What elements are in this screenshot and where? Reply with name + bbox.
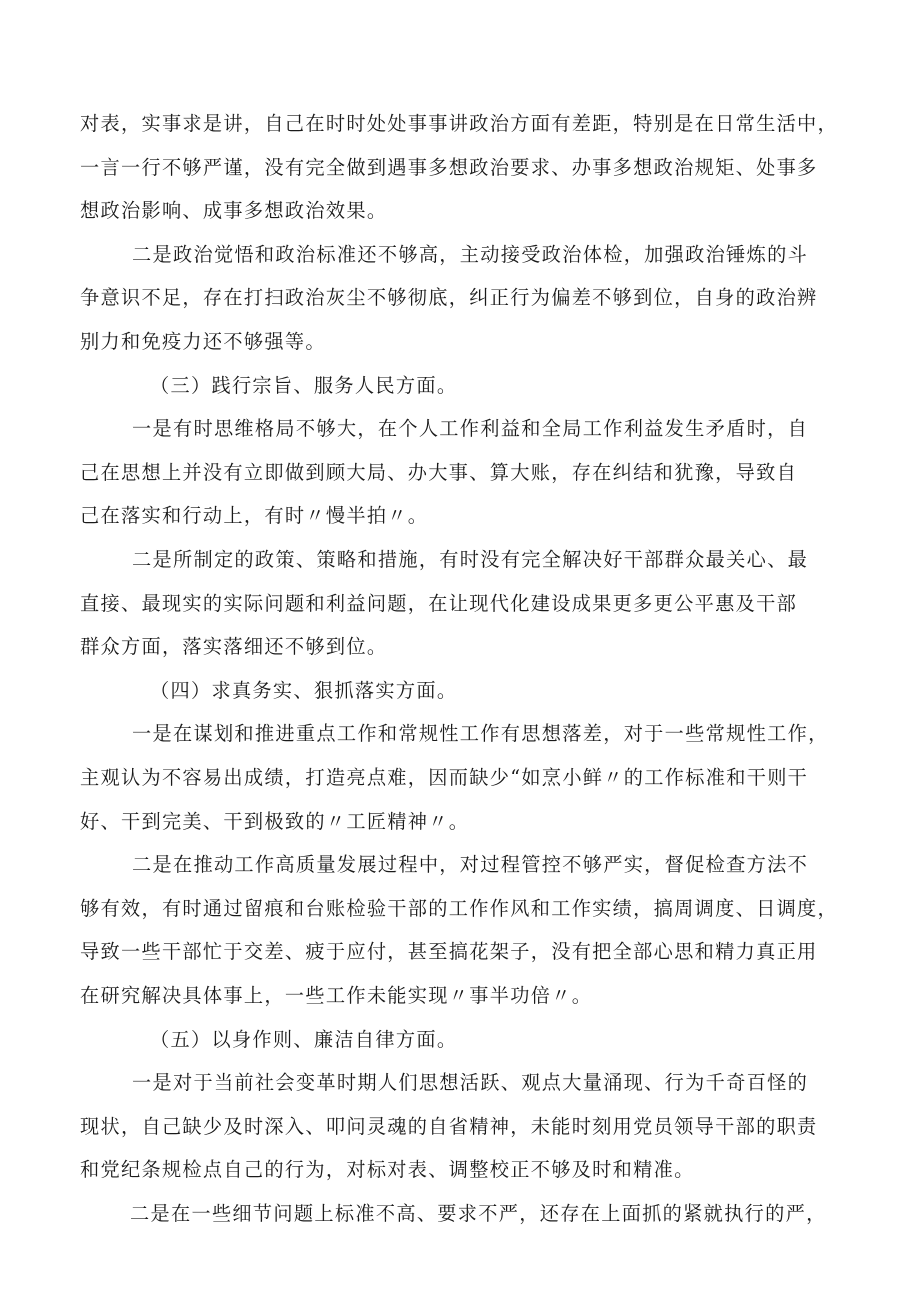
paragraph-first-line: 一是在谋划和推进重点工作和常规性工作有思想落差，对于一些常规性工作， [132, 722, 829, 746]
paragraph-first-line: 二是在一些细节问题上标准不高、要求不严，还存在上面抓的紧就执行的严， [130, 1202, 827, 1225]
paragraph-first-line: 二是在推动工作高质量发展过程中，对过程管控不够严实，督促检查方法不 [132, 853, 809, 877]
section-heading-3: （三）践行宗旨、服务人民方面。 [150, 373, 458, 397]
paragraph-first-line: 二是政治觉悟和政治标准还不够高，主动接受政治体检，加强政治锤炼的斗 [132, 242, 809, 266]
text-line: 争意识不足，存在打扫政治灰尘不够彻底，纠正行为偏差不够到位，自身的政治辨 [80, 286, 818, 310]
text-line: 在研究解决具体事上，一些工作未能实现〃事半功倍〃。 [80, 984, 593, 1007]
paragraph-first-line: 一是对于当前社会变革时期人们思想活跃、观点大量涌现、行为千奇百怪的 [132, 1071, 809, 1095]
text-line: 和党纪条规检点自己的行为，对标对表、调整校正不够及时和精准。 [80, 1158, 695, 1182]
text-line: 一言一行不够严谨，没有完全做到遇事多想政治要求、办事多想政治规矩、处事多 [80, 155, 818, 179]
text-line: 群众方面，落实落细还不够到位。 [80, 635, 388, 659]
text-line: 导致一些干部忙于交差、疲于应付，甚至搞花架子，没有把全部心思和精力真正用 [80, 940, 818, 964]
text-line: 己在落实和行动上，有时〃慢半拍〃。 [80, 504, 429, 528]
paragraph-first-line: 二是所制定的政策、策略和措施，有时没有完全解决好干部群众最关心、最 [132, 548, 809, 571]
section-heading-5: （五）以身作则、廉洁自律方面。 [150, 1027, 458, 1051]
text-line: 现状，自己缺少及时深入、叩问灵魂的自省精神，未能时刻用党员领导干部的职责 [80, 1114, 818, 1138]
text-line: 好、干到完美、干到极致的〃工匠精神〃。 [80, 809, 470, 833]
text-line: 对表，实事求是讲，自己在时时处处事事讲政治方面有差距，特别是在日常生活中， [80, 112, 839, 135]
section-heading-4: （四）求真务实、狠抓落实方面。 [150, 678, 458, 702]
text-line: 己在思想上并没有立即做到顾大局、办大事、算大账，存在纠结和犹豫，导致自 [80, 460, 798, 484]
paragraph-first-line: 一是有时思维格局不够大，在个人工作利益和全局工作利益发生矛盾时，自 [132, 417, 809, 441]
text-line: 别力和免疫力还不够强等。 [80, 330, 326, 353]
text-line: 够有效，有时通过留痕和台账检验干部的工作作风和工作实绩，搞周调度、日调度， [80, 896, 839, 920]
text-line: 想政治影响、成事多想政治效果。 [80, 199, 388, 223]
text-line: 主观认为不容易出成绩，打造亮点难，因而缺少“如烹小鲜〃的工作标准和干则干 [80, 766, 809, 789]
text-line: 直接、最现实的实际问题和利益问题，在让现代化建设成果更多更公平惠及干部 [80, 591, 798, 615]
